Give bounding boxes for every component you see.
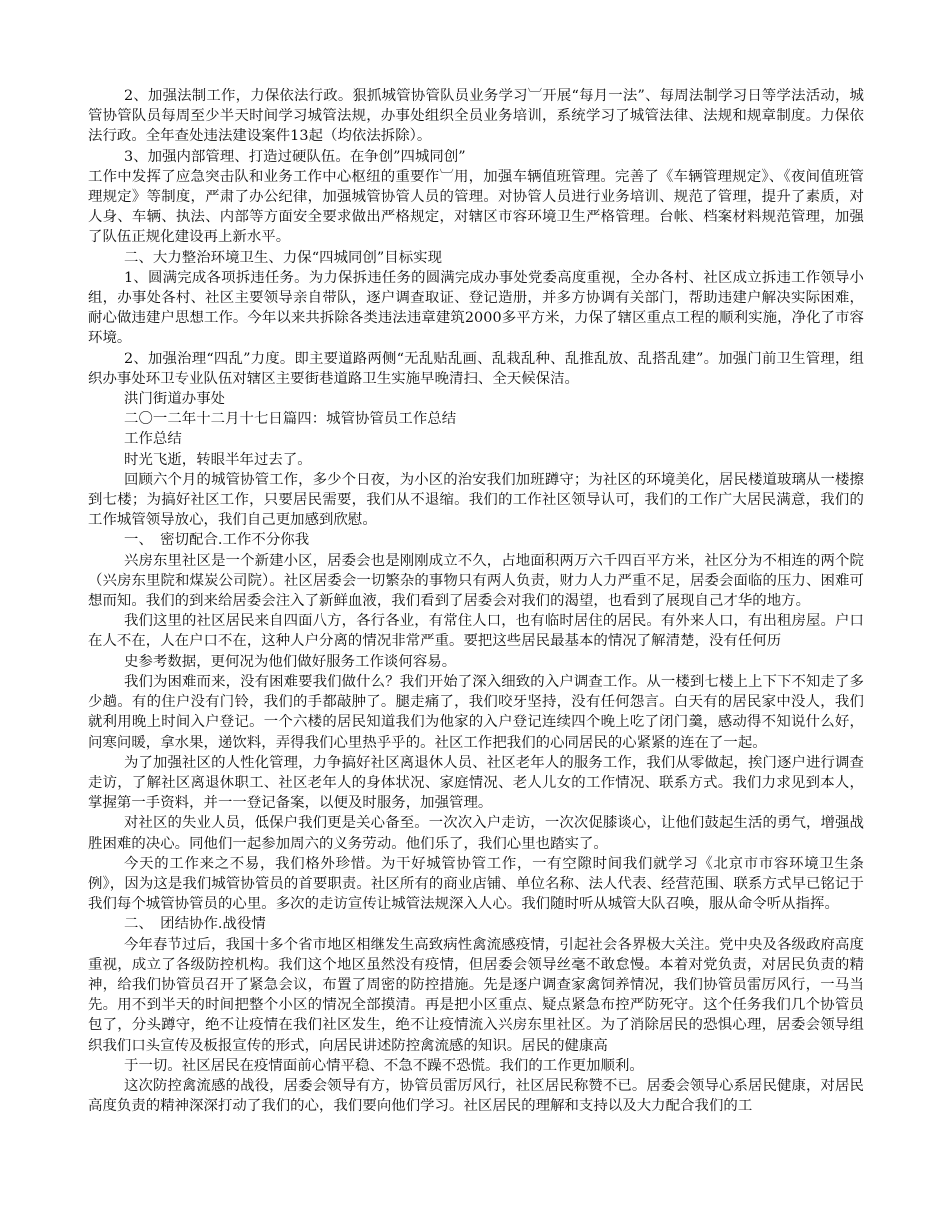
paragraph: 今天的工作来之不易，我们格外珍惜。为干好城管协管工作，一有空隙时间我们就学习《北京市市容环境卫生条例》，因为这是我们城管协管员的首要职责。社区所有的商业店铺、单位名称、法人代表、经营范围、联系方式早已铭记于我们每个城管协管员的心里。多次的走访宣传让城管法规深入人心。我们随时听从城管大队召唤，服从命令听从指挥。 <box>88 855 864 913</box>
section-heading: 3、加强内部管理、打造过硬队伍。在争创”四城同创” <box>124 148 466 165</box>
paragraph: 回顾六个月的城管协管工作，多少个日夜，为小区的治安我们加班蹲守；为社区的环境美化，居民楼道玻璃从一楼擦到七楼；为搞好社区工作，只要居民需要，我们从不退缩。我们的工作社区领导认可，我们的工作广大居民满意，我们的工作城管领导放心，我们自己更加感到欣慰。 <box>88 471 864 529</box>
paragraph: 1、圆满完成各项拆违任务。为力保拆违任务的圆满完成办事处党委高度重视，全办各村、社区成立拆违工作领导小组，办事处各村、社区主要领导亲自带队，逐户调查取证、登记造册，并多方协调有关部门，帮助违建户解决实际困难，耐心做违建户思想工作。今年以来共拆除各类违法违章建筑2000多平方米，力保了辖区重点工程的顺利实施，净化了市容环境。 <box>88 269 864 347</box>
paragraph: 2、加强法制工作，力保依法行政。狠抓城管协管队员业务学习︺开展“每月一法”、每周法制学习日等学法活动，城管协管队员每周至少半天时间学习城管法规，办事处组织全员业务培训，系统学习了城管法律、法规和规章制度。力保依法行政。全年查处违法建设案件13起（均依法拆除）。 <box>88 88 864 145</box>
paragraph: 今年春节过后，我国十多个省市地区相继发生高致病性禽流感疫情，引起社会各界极大关注。党中央及各级政府高度重视，成立了各级防控机构。我们这个地区虽然没有疫情，但居委会领导丝毫不敢怠慢。本着对党负责，对居民负责的精神，给我们协管员召开了紧急会议，布置了周密的防控措施。先是逐户调查家禽饲养情况，我们协管员雷厉风行，一马当先。用不到半天的时间把整个小区的情况全部摸清。再是把小区重点、疑点紧急布控严防死守。这个任务我们几个协管员包了，分头蹲守，绝不让疫情在我们社区发生，绝不让疫情流入兴房东里社区。为了消除居民的恐惧心理，居委会领导组织我们口头宣传及板报宣传的形式，向居民讲述防控禽流感的知识。居民的健康高 <box>88 936 864 1054</box>
paragraph: 我们这里的社区居民来自四面八方，各行各业，有常住人口，也有临时居住的居民。有外来人口，有出租房屋。户口在人不在，人在户口不在，这种人户分离的情况非常严重。要把这些居民最基本的情况了解清楚，没有任何历 <box>88 613 864 650</box>
paragraph: 对社区的失业人员，低保户我们更是关心备至。一次次入户走访，一次次促膝谈心，让他们鼓起生活的勇气，增强战胜困难的决心。同他们一起参加周六的义务劳动。他们乐了，我们心里也踏实了。 <box>88 815 864 852</box>
paragraph: 这次防控禽流感的战役，居委会领导有方，协管员雷厉风行，社区居民称赞不已。居委会领导心系居民健康，对居民高度负责的精神深深打动了我们的心，我们要向他们学习。社区居民的理解和支持以及大力配合我们的工 <box>88 1077 864 1115</box>
date-and-article-title: 二〇一二年十二月十七日篇四：城管协管员工作总结 <box>124 411 457 428</box>
article-heading: 工作总结 <box>124 431 182 448</box>
signature-organization: 洪门街道办事处 <box>124 391 226 408</box>
paragraph: 时光飞逝，转眼半年过去了。 <box>124 451 312 468</box>
paragraph: 史参考数据，更何况为他们做好服务工作谈何容易。 <box>124 653 457 670</box>
paragraph: 2、加强治理“四乱”力度。即主要道路两侧“无乱贴乱画、乱栽乱种、乱推乱放、乱搭乱建”。加强门前卫生管理，组织办事处环卫专业队伍对辖区主要街巷道路卫生实施早晚清扫、全天候保洁。 <box>88 350 864 387</box>
paragraph: 我们为困难而来，没有困难要我们做什么？我们开始了深入细致的入户调查工作。从一楼到七楼上上下下不知走了多少趟。有的住户没有门铃，我们的手都敲肿了。腿走痛了，我们咬牙坚持，没有任何怨言。白天有的居民家中没人，我们就利用晚上时间入户登记。一个六楼的居民知道我们为他家的入户登记连续四个晚上吃了闭门羹，感动得不知说什么好，问寒问暖，拿水果，递饮料，弄得我们心里热乎乎的。社区工作把我们的心同居民的心紧紧的连在了一起。 <box>88 673 864 751</box>
section-heading: 二、大力整治环境卫生、力保“四城同创”目标实现 <box>124 249 443 266</box>
paragraph: 兴房东里社区是一个新建小区，居委会也是刚刚成立不久，占地面积两万六千四百平方米，社区分为不相连的两个院（兴房东里院和煤炭公司院）。社区居委会一切繁杂的事物只有两人负责，财力人力严重不足，居委会面临的压力、困难可想而知。我们的到来给居委会注入了新鲜血液，我们看到了居委会对我们的渴望，也看到了展现自己才华的地方。 <box>88 552 864 610</box>
paragraph: 于一切。社区居民在疫情面前心情平稳、不急不躁不恐慌。我们的工作更加顺利。 <box>124 1057 644 1074</box>
section-heading: 二、 团结协作.战役情 <box>124 916 266 933</box>
paragraph: 为了加强社区的人性化管理，力争搞好社区离退休人员、社区老年人的服务工作，我们从零做起，挨门逐户进行调查走访，了解社区离退休职工、社区老年人的身体状况、家庭情况、老人儿女的工作情况、联系方式。我们力求见到本人，掌握第一手资料，并一一登记备案，以便及时服务，加强管理。 <box>88 754 864 812</box>
section-heading: 一、 密切配合.工作不分你我 <box>124 532 310 549</box>
paragraph: 工作中发挥了应急突击队和业务工作中心枢纽的重要作︺用，加强车辆值班管理。完善了《车辆管理规定》、《夜间值班管理规定》等制度，严肃了办公纪律，加强城管协管人员的管理。对协管人员进行业务培训、规范了管理，提升了素质，对人身、车辆、执法、内部等方面安全要求做出严格规定，对辖区市容环境卫生严格管理。台帐、档案材料规范管理，加强了队伍正规化建设再上新水平。 <box>88 168 864 246</box>
